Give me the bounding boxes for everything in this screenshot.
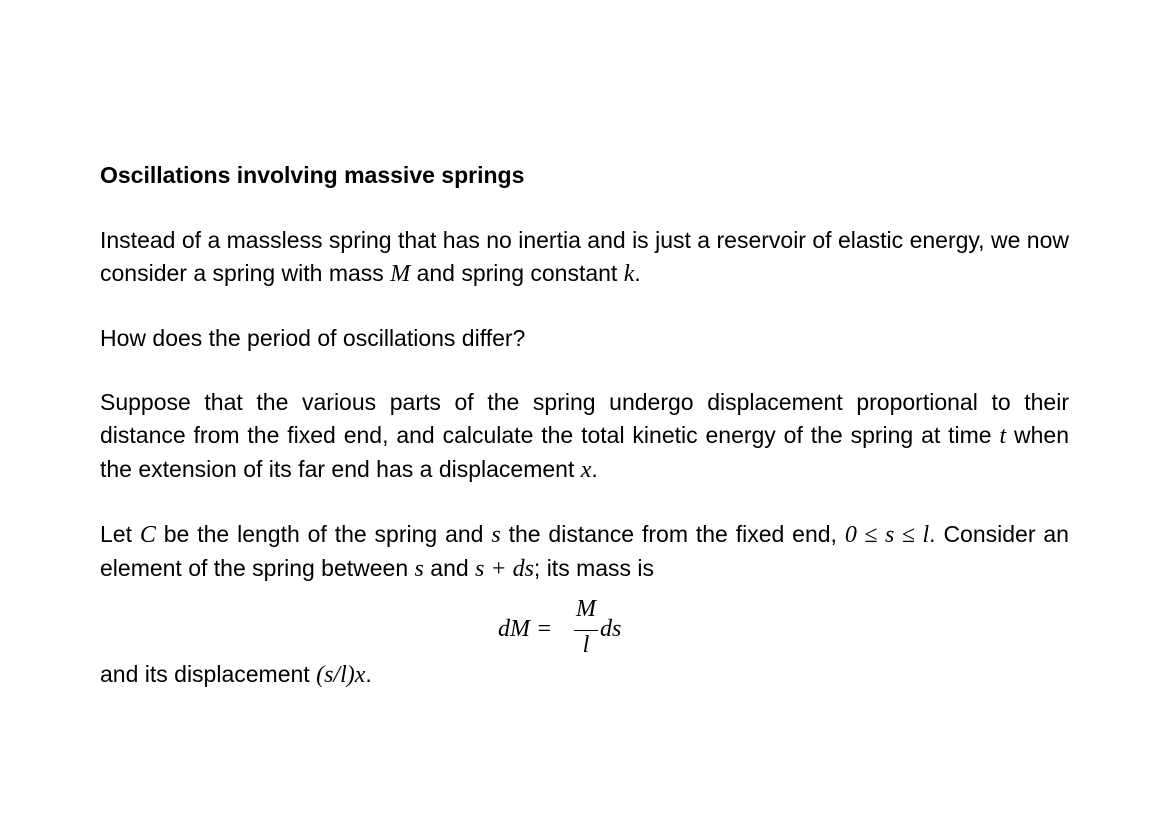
section-title: Oscillations involving massive springs [100,162,525,188]
text-run: and its displacement [100,661,317,687]
equation-rhs: ds [600,616,622,642]
text-run: be the length of the spring and [155,521,492,547]
equation-lhs: dM = [498,616,553,642]
text-run: . Consider an element of the spring between [100,521,1069,581]
math-element-expression: s + ds [475,556,534,582]
text-run: ; its mass is [533,555,655,581]
math-distance-symbol: s [491,522,501,548]
text-run: and spring constant [410,260,624,286]
math-distance-symbol: s [414,556,424,582]
math-mass-symbol: M [390,261,411,287]
fraction-denominator: l [582,632,590,658]
text-run: Suppose that the various parts of the spring undergo displacement proportional to their distance from the fixed end, and calculate the total kinetic energy of the spring at time [100,389,1069,448]
text-run: the distance from the fixed end, [500,521,845,547]
text-run: and [423,555,476,581]
math-displacement-expression: (s/l)x [316,662,366,688]
paragraph-displacement [100,658,1069,692]
text-run: . [365,661,372,687]
fraction-numerator: M [576,596,596,622]
paragraph-definitions [100,518,1069,586]
math-range-expression: 0 ≤ s ≤ l [844,522,930,548]
text-run: How does the period of oscillations differ? [100,325,526,351]
text-run: Instead of a massless spring that has no inertia and is just a reservoir of elastic energy, we now consider a spring with mass [100,227,1069,286]
text-run: Let [100,521,140,547]
paragraph-question [100,322,1069,355]
text-run: when the extension of its far end has a displacement [100,422,1069,482]
paragraph-intro [100,224,1069,291]
mass-element-equation [498,596,638,662]
math-displacement-symbol: x [580,457,592,483]
equation-fraction [572,596,600,662]
paragraph-assumption [100,386,1069,487]
math-spring-constant-symbol: k [623,261,635,287]
text-run: . [591,456,598,482]
math-length-symbol: C [139,522,156,548]
math-time-symbol: t [999,423,1007,449]
text-run: . [634,260,641,286]
fraction-bar [574,630,598,631]
